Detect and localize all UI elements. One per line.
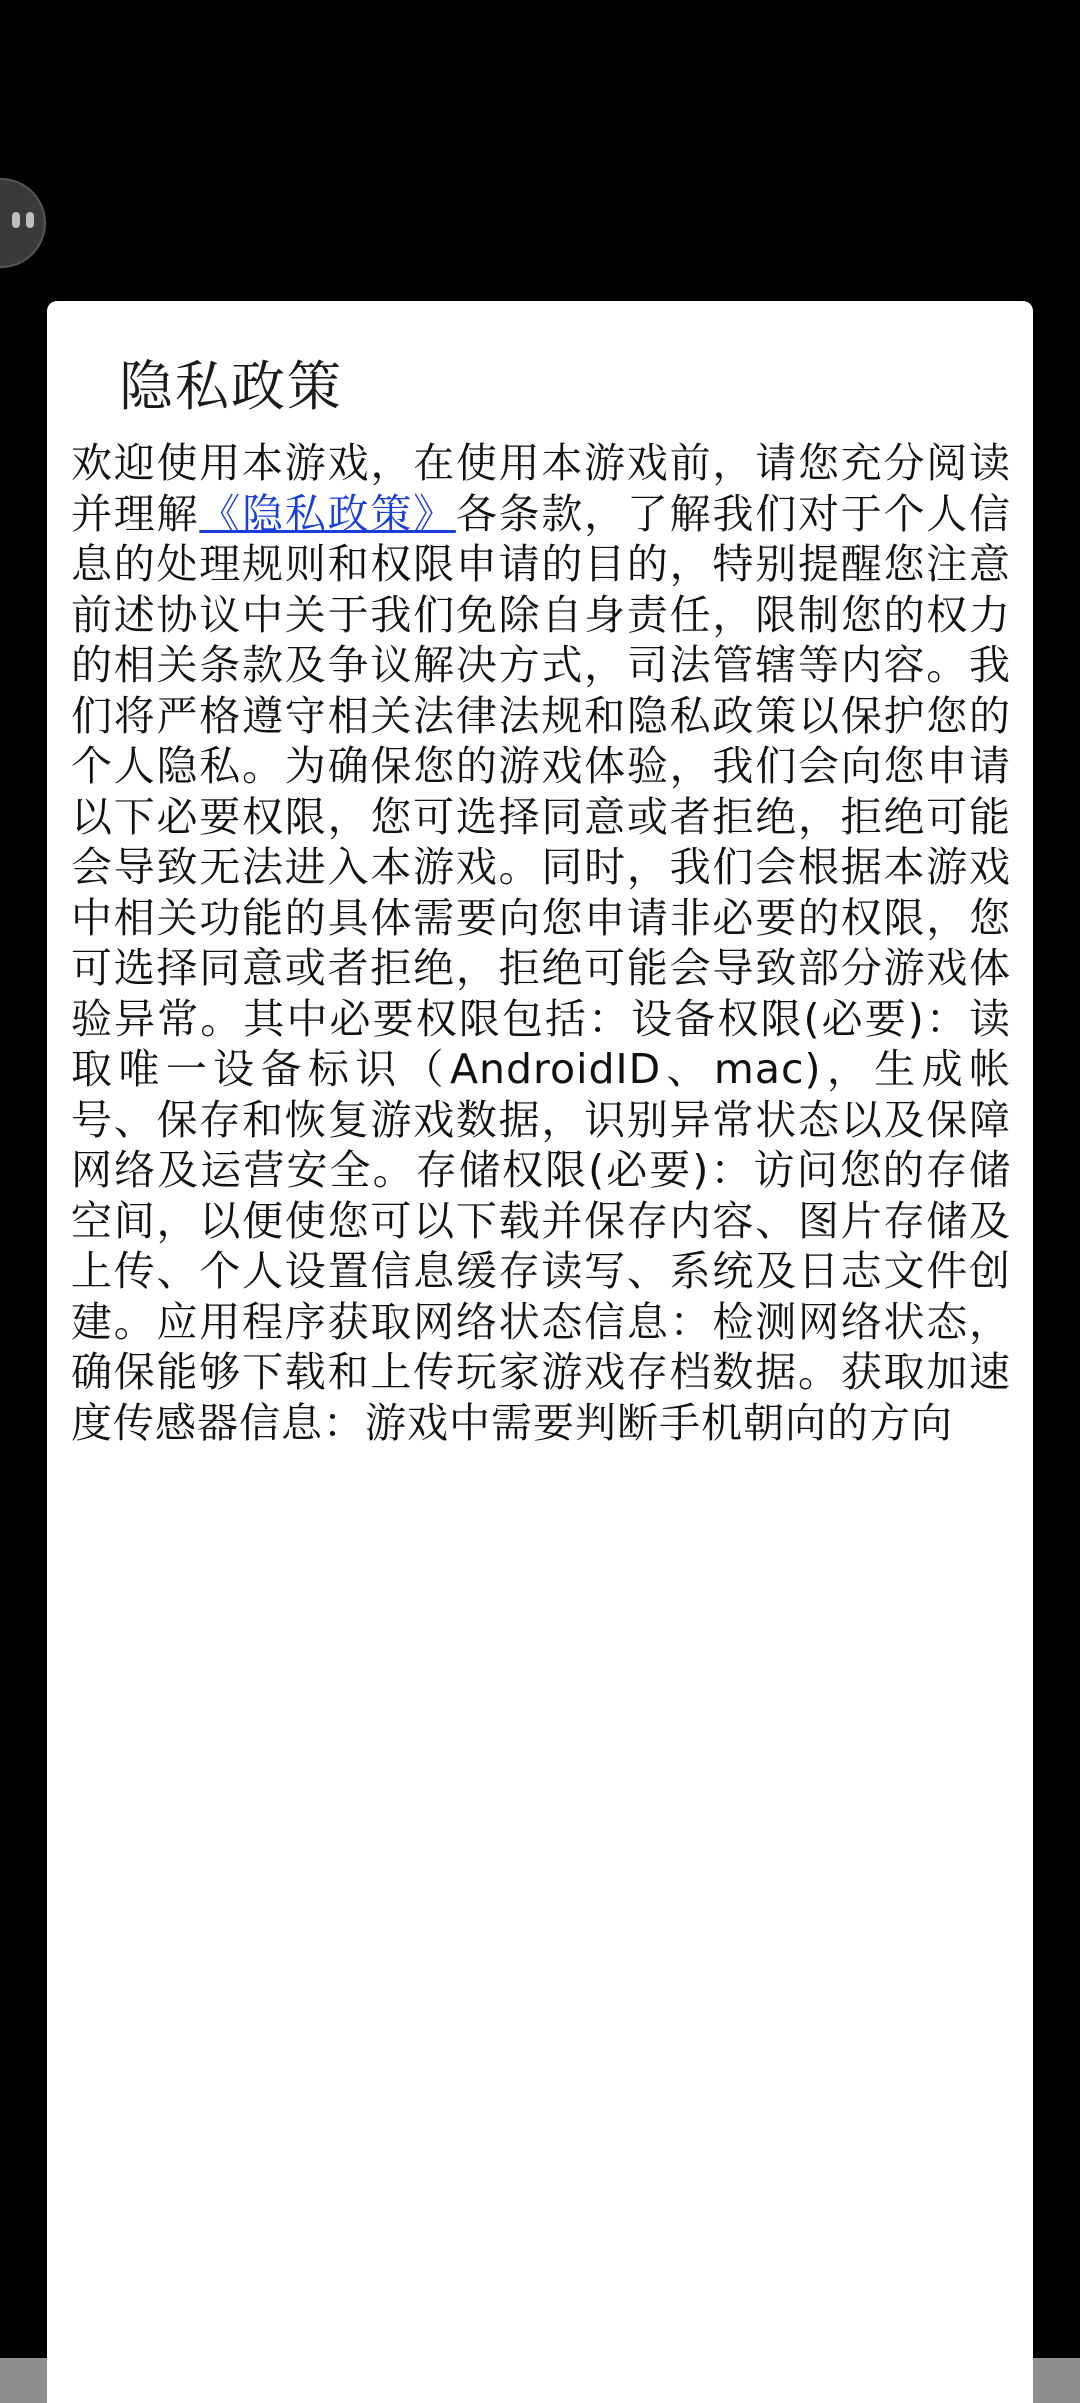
assistant-eye-left — [12, 212, 20, 228]
assistant-face-icon — [10, 208, 36, 236]
dialog-title: 隐私政策 — [119, 355, 343, 418]
privacy-policy-dialog — [47, 301, 1033, 2403]
policy-text[interactable] — [71, 438, 1011, 1448]
privacy-policy-link[interactable]: 《隐私政策》 — [199, 489, 456, 538]
floating-assistant-icon[interactable] — [0, 178, 46, 268]
policy-text-rest: 各条款，了解我们对于个人信息的处理规则和权限申请的目的，特别提醒您注意前述协议中关于我们免除自身责任，限制您的权力的相关条款及争议解决方式，司法管辖等内容。我们将严格遵守相关法律法规和隐私政策以保护您的个人隐私。为确保您的游戏体验，我们会向您申请以下必要权限，您可选择同意或者拒绝，拒绝可能会导致无法进入本游戏。同时，我们会根据本游戏中相关功能的具体需要向您申请非必要的权限，您可选择同意或者拒绝，拒绝可能会导致部分游戏体验异常。其中必要权限包括：设备权限(必要)：读取唯一设备标识（AndroidID、mac)，生成帐号、保存和恢复游戏数据，识别异常状态以及保障网络及运营安全。存储权限(必要)：访问您的存储空间，以便使您可以下载并保存内容、图片存储及上传、个人设置信息缓存读写、系统及日志文件创建。应用程序获取网络状态信息：检测网络状态，确保能够下载和上传玩家游戏存档数据。获取加速度传感器信息：游戏中需要判断手机朝向的方向 — [71, 489, 1012, 1447]
bottom-edge — [0, 2358, 1080, 2403]
policy-text-intro: 欢迎使用本游戏，在使用本游戏前，请您充分阅读并理解 — [71, 439, 1011, 538]
assistant-eye-right — [26, 212, 34, 228]
dialog-bottom-continuation — [47, 2358, 1033, 2403]
